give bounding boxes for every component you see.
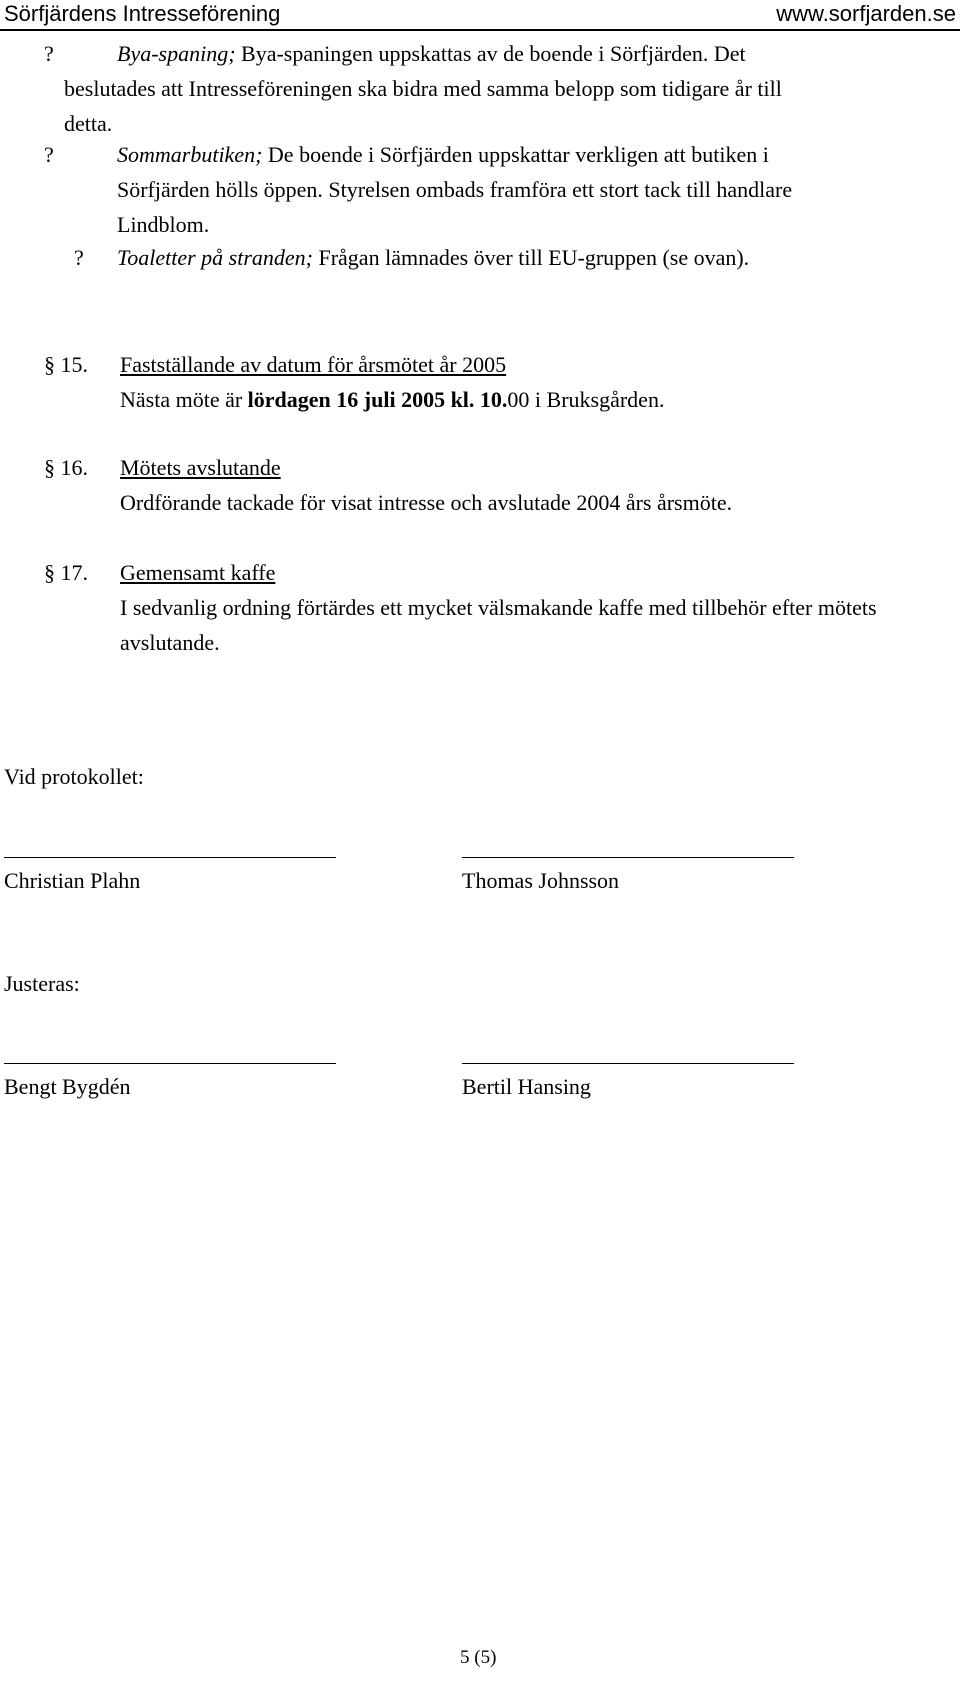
signature-line [4, 857, 336, 858]
bullet-text-line: detta. [64, 111, 113, 136]
protocol-label: Vid protokollet: [4, 764, 144, 789]
section-title: Mötets avslutande [120, 455, 281, 480]
header-rule [0, 29, 960, 31]
bullet-label: Toaletter på stranden; [117, 245, 313, 270]
signature-line [462, 857, 794, 858]
bullet-text-line: De boende i Sörfjärden uppskattar verkligen att butiken i [267, 142, 769, 167]
adjust-label: Justeras: [4, 971, 80, 996]
page-header [0, 0, 960, 30]
adjuster-1: Bengt Bygdén [4, 1074, 131, 1099]
bullet-text-line: beslutades att Intresseföreningen ska bidra med samma belopp som tidigare år till [64, 76, 782, 101]
signature-line [462, 1063, 794, 1064]
section-body: Nästa möte är lördagen 16 juli 2005 kl. 10.00 i Bruksgården. [120, 387, 665, 412]
signature-line [4, 1063, 336, 1064]
section-title: Gemensamt kaffe [120, 560, 276, 585]
bullet-marker: ? [44, 142, 54, 167]
signer-2: Thomas Johnsson [462, 868, 620, 893]
section-number: § 15. [44, 352, 88, 377]
bullet-text-line: Sörfjärden hölls öppen. Styrelsen ombads framföra ett stort tack till handlare [117, 177, 793, 202]
org-url: www.sorfjarden.se [776, 1, 956, 26]
section-body: I sedvanlig ordning förtärdes ett mycket välsmakande kaffe med tillbehör efter mötets avslutande. [120, 595, 877, 655]
adjuster-2: Bertil Hansing [462, 1074, 591, 1099]
bullet-text-line: Frågan lämnades över till EU-gruppen (se ovan). [318, 245, 750, 270]
bullet-marker: ? [44, 41, 54, 66]
bullet-text-line: Lindblom. [117, 212, 210, 237]
bullet-text-line: Bya-spaningen uppskattas av de boende i Sörfjärden. Det [241, 41, 746, 66]
bullet-label: Bya-spaning; [117, 41, 236, 66]
section-number: § 16. [44, 455, 88, 480]
bullet-marker: ? [74, 245, 84, 270]
section-body: Ordförande tackade för visat intresse och avslutade 2004 års årsmöte. [120, 490, 733, 515]
org-name: Sörfjärdens Intresseförening [4, 1, 281, 26]
bullet-label: Sommarbutiken; [117, 142, 263, 167]
signer-1: Christian Plahn [4, 868, 141, 893]
section-number: § 17. [44, 560, 88, 585]
page-number: 5 (5) [460, 1647, 497, 1668]
section-title: Fastställande av datum för årsmötet år 2005 [120, 352, 507, 377]
